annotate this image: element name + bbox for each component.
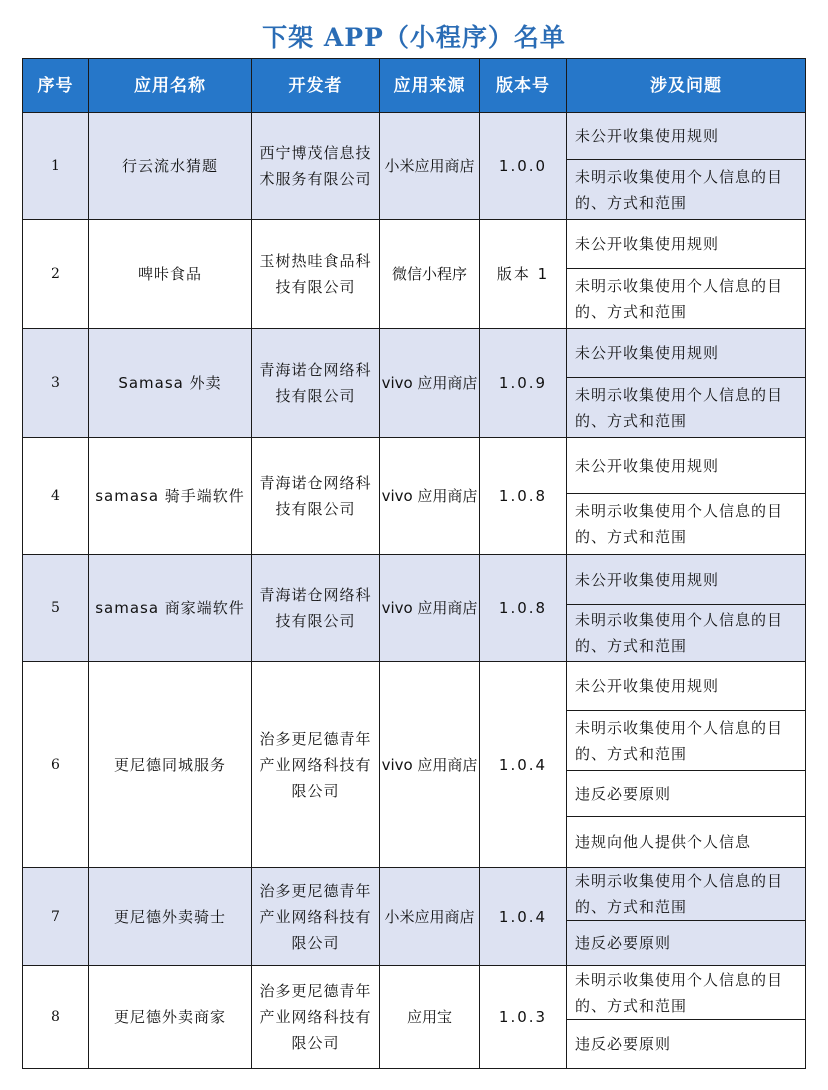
issue: 未明示收集使用个人信息的目的、方式和范围 xyxy=(567,378,806,438)
row-index: 4 xyxy=(23,438,89,555)
app-name: 更尼德同城服务 xyxy=(89,662,252,868)
issue: 未明示收集使用个人信息的目的、方式和范围 xyxy=(567,966,806,1020)
header-version: 版本号 xyxy=(480,59,567,113)
header-app-name: 应用名称 xyxy=(89,59,252,113)
row-index: 3 xyxy=(23,329,89,438)
version: 1.0.9 xyxy=(480,329,567,438)
issue: 违反必要原则 xyxy=(567,771,806,817)
table-row xyxy=(23,438,806,494)
app-source: 应用宝 xyxy=(380,966,480,1069)
table-row xyxy=(23,555,806,605)
app-source: vivo 应用商店 xyxy=(380,555,480,662)
row-index: 2 xyxy=(23,220,89,329)
header-developer: 开发者 xyxy=(252,59,380,113)
developer: 玉树热哇食品科技有限公司 xyxy=(252,220,380,329)
issue: 违反必要原则 xyxy=(567,1020,806,1069)
header-issues: 涉及问题 xyxy=(567,59,806,113)
issue: 未公开收集使用规则 xyxy=(567,220,806,269)
app-source: vivo 应用商店 xyxy=(380,329,480,438)
version: 1.0.8 xyxy=(480,555,567,662)
header-source: 应用来源 xyxy=(380,59,480,113)
developer: 治多更尼德青年产业网络科技有限公司 xyxy=(252,662,380,868)
issue: 未公开收集使用规则 xyxy=(567,113,806,160)
developer: 治多更尼德青年产业网络科技有限公司 xyxy=(252,868,380,966)
table-row xyxy=(23,662,806,711)
developer: 青海诺仓网络科技有限公司 xyxy=(252,438,380,555)
app-name: 行云流水猜题 xyxy=(89,113,252,220)
issue: 违规向他人提供个人信息 xyxy=(567,817,806,868)
developer: 青海诺仓网络科技有限公司 xyxy=(252,555,380,662)
version: 1.0.0 xyxy=(480,113,567,220)
issue: 未明示收集使用个人信息的目的、方式和范围 xyxy=(567,711,806,771)
issue: 未明示收集使用个人信息的目的、方式和范围 xyxy=(567,605,806,662)
version: 1.0.8 xyxy=(480,438,567,555)
issue: 未公开收集使用规则 xyxy=(567,662,806,711)
app-name: samasa 商家端软件 xyxy=(89,555,252,662)
row-index: 6 xyxy=(23,662,89,868)
developer: 西宁博茂信息技术服务有限公司 xyxy=(252,113,380,220)
app-source: vivo 应用商店 xyxy=(380,438,480,555)
app-name: 更尼德外卖商家 xyxy=(89,966,252,1069)
app-name: samasa 骑手端软件 xyxy=(89,438,252,555)
issue: 未公开收集使用规则 xyxy=(567,555,806,605)
page-title: 下架 APP（小程序）名单 xyxy=(262,23,566,52)
issue: 违反必要原则 xyxy=(567,921,806,966)
row-index: 7 xyxy=(23,868,89,966)
delisted-apps-table xyxy=(22,58,806,1069)
table-row xyxy=(23,329,806,378)
app-name: 啤咔食品 xyxy=(89,220,252,329)
version: 1.0.4 xyxy=(480,662,567,868)
table-row xyxy=(23,220,806,269)
issue: 未明示收集使用个人信息的目的、方式和范围 xyxy=(567,160,806,220)
issue: 未公开收集使用规则 xyxy=(567,438,806,494)
app-source: vivo 应用商店 xyxy=(380,662,480,868)
version: 1.0.3 xyxy=(480,966,567,1069)
header-index: 序号 xyxy=(23,59,89,113)
developer: 治多更尼德青年产业网络科技有限公司 xyxy=(252,966,380,1069)
app-name: 更尼德外卖骑士 xyxy=(89,868,252,966)
app-source: 小米应用商店 xyxy=(380,868,480,966)
row-index: 1 xyxy=(23,113,89,220)
row-index: 5 xyxy=(23,555,89,662)
app-source: 微信小程序 xyxy=(380,220,480,329)
version: 1.0.4 xyxy=(480,868,567,966)
developer: 青海诺仓网络科技有限公司 xyxy=(252,329,380,438)
table-header-row xyxy=(23,59,806,113)
issue: 未明示收集使用个人信息的目的、方式和范围 xyxy=(567,868,806,921)
table-row xyxy=(23,966,806,1020)
issue: 未明示收集使用个人信息的目的、方式和范围 xyxy=(567,494,806,555)
app-source: 小米应用商店 xyxy=(380,113,480,220)
table-row xyxy=(23,113,806,160)
issue: 未明示收集使用个人信息的目的、方式和范围 xyxy=(567,269,806,329)
app-name: Samasa 外卖 xyxy=(89,329,252,438)
issue: 未公开收集使用规则 xyxy=(567,329,806,378)
version: 版本 1 xyxy=(480,220,567,329)
table-row xyxy=(23,868,806,921)
row-index: 8 xyxy=(23,966,89,1069)
